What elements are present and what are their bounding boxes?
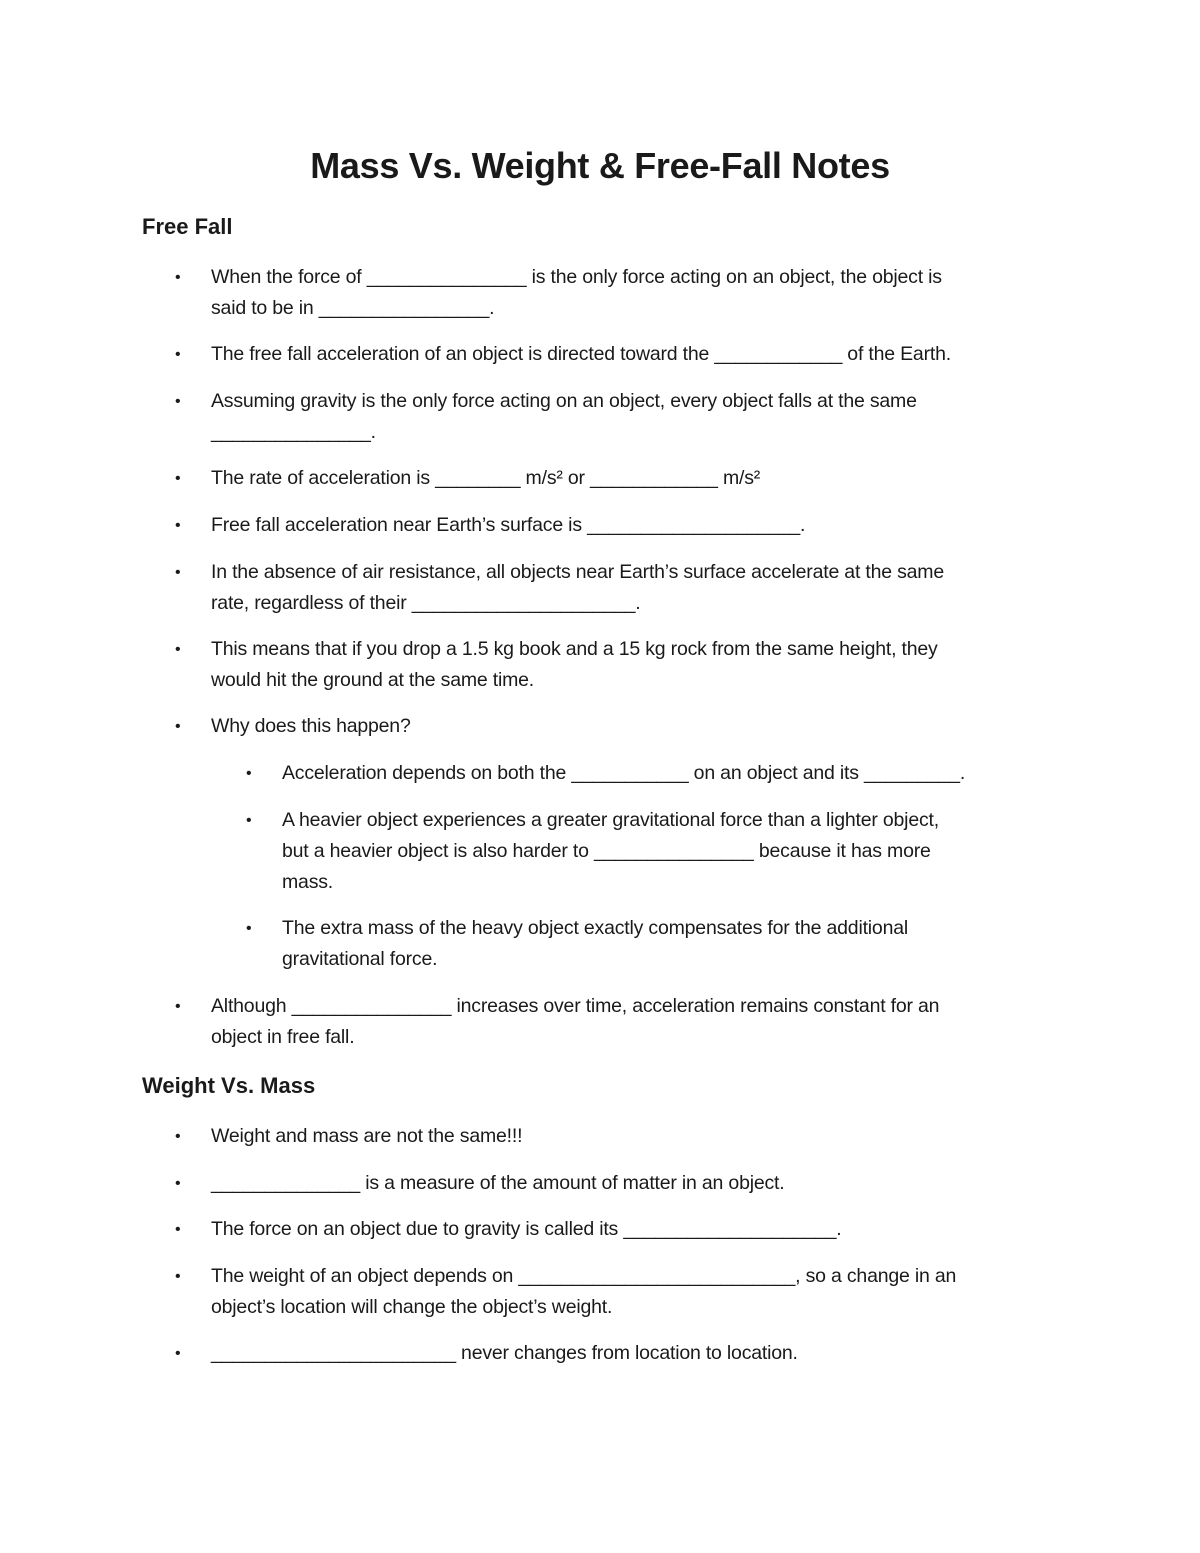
bullet-icon: • <box>175 564 181 581</box>
bullet-icon: • <box>175 1175 181 1192</box>
list-item-line: object in free fall. <box>211 1026 355 1048</box>
list-item-line: would hit the ground at the same time. <box>211 669 535 691</box>
bullet-icon: • <box>175 269 181 286</box>
list-item-line: Although _______________ increases over time, acceleration remains constant for an <box>211 995 940 1017</box>
section-heading: Weight Vs. Mass <box>142 1073 316 1098</box>
list-item <box>211 262 1061 324</box>
list-item-line: The extra mass of the heavy object exactly compensates for the additional <box>282 917 908 939</box>
list-item-line: Acceleration depends on both the ___________ on an object and its _________. <box>282 762 966 784</box>
list-item-line: _______________. <box>211 421 376 443</box>
page-title: Mass Vs. Weight & Free-Fall Notes <box>310 145 890 186</box>
bullet-icon: • <box>175 718 181 735</box>
list-item-line: The weight of an object depends on __________________________, so a change in an <box>211 1265 957 1287</box>
list-item-line: ______________ is a measure of the amount of matter in an object. <box>211 1172 785 1194</box>
section-heading: Free Fall <box>142 214 233 239</box>
list-item <box>211 339 1061 370</box>
bullet-icon: • <box>175 346 181 363</box>
list-item-line: said to be in ________________. <box>211 297 495 319</box>
list-item-line: Assuming gravity is the only force acting on an object, every object falls at the same <box>211 390 917 412</box>
list-item <box>211 991 1061 1053</box>
bullet-icon: • <box>175 1128 181 1145</box>
bullet-icon: • <box>175 470 181 487</box>
list-item-line: but a heavier object is also harder to _______________ because it has more <box>282 840 931 862</box>
list-item-line: gravitational force. <box>282 948 438 970</box>
list-item <box>211 1261 1061 1323</box>
list-item-line: object’s location will change the object’s weight. <box>211 1296 613 1318</box>
list-item-line: When the force of _______________ is the only force acting on an object, the object is <box>211 266 942 288</box>
list-item <box>211 634 1061 696</box>
list-item <box>211 510 1061 541</box>
list-item <box>282 913 1052 975</box>
list-item-line: A heavier object experiences a greater gravitational force than a lighter object, <box>282 809 939 831</box>
list-item-line: mass. <box>282 871 334 893</box>
list-item-line: The rate of acceleration is ________ m/s² or ____________ m/s² <box>211 467 761 489</box>
bullet-icon: • <box>246 920 252 937</box>
list-item <box>211 1338 1061 1369</box>
list-item <box>282 758 1052 789</box>
list-item <box>282 805 1052 898</box>
bullet-icon: • <box>175 1221 181 1238</box>
bullet-icon: • <box>246 812 252 829</box>
list-item <box>211 463 1061 494</box>
bullet-icon: • <box>175 1268 181 1285</box>
bullet-icon: • <box>175 641 181 658</box>
bullet-icon: • <box>175 517 181 534</box>
bullet-icon: • <box>175 393 181 410</box>
list-item <box>211 1214 1061 1245</box>
bullet-icon: • <box>175 1345 181 1362</box>
list-item-line: rate, regardless of their _____________________. <box>211 592 641 614</box>
list-item-line: The force on an object due to gravity is called its ____________________. <box>211 1218 842 1240</box>
list-item-line: Weight and mass are not the same!!! <box>211 1125 523 1147</box>
bullet-icon: • <box>246 765 252 782</box>
list-item-line: The free fall acceleration of an object is directed toward the ____________ of the Earth. <box>211 343 951 365</box>
list-item-line: In the absence of air resistance, all objects near Earth’s surface accelerate at the same <box>211 561 944 583</box>
bullet-icon: • <box>175 998 181 1015</box>
list-item <box>211 557 1061 619</box>
list-item <box>211 711 1061 742</box>
list-item <box>211 386 1061 448</box>
list-item-line: This means that if you drop a 1.5 kg book and a 15 kg rock from the same height, they <box>211 638 938 660</box>
list-item-line: Why does this happen? <box>211 715 411 737</box>
list-item-line: _______________________ never changes from location to location. <box>211 1342 798 1364</box>
list-item <box>211 1168 1061 1199</box>
list-item <box>211 1121 1061 1152</box>
list-item-line: Free fall acceleration near Earth’s surface is ____________________. <box>211 514 806 536</box>
